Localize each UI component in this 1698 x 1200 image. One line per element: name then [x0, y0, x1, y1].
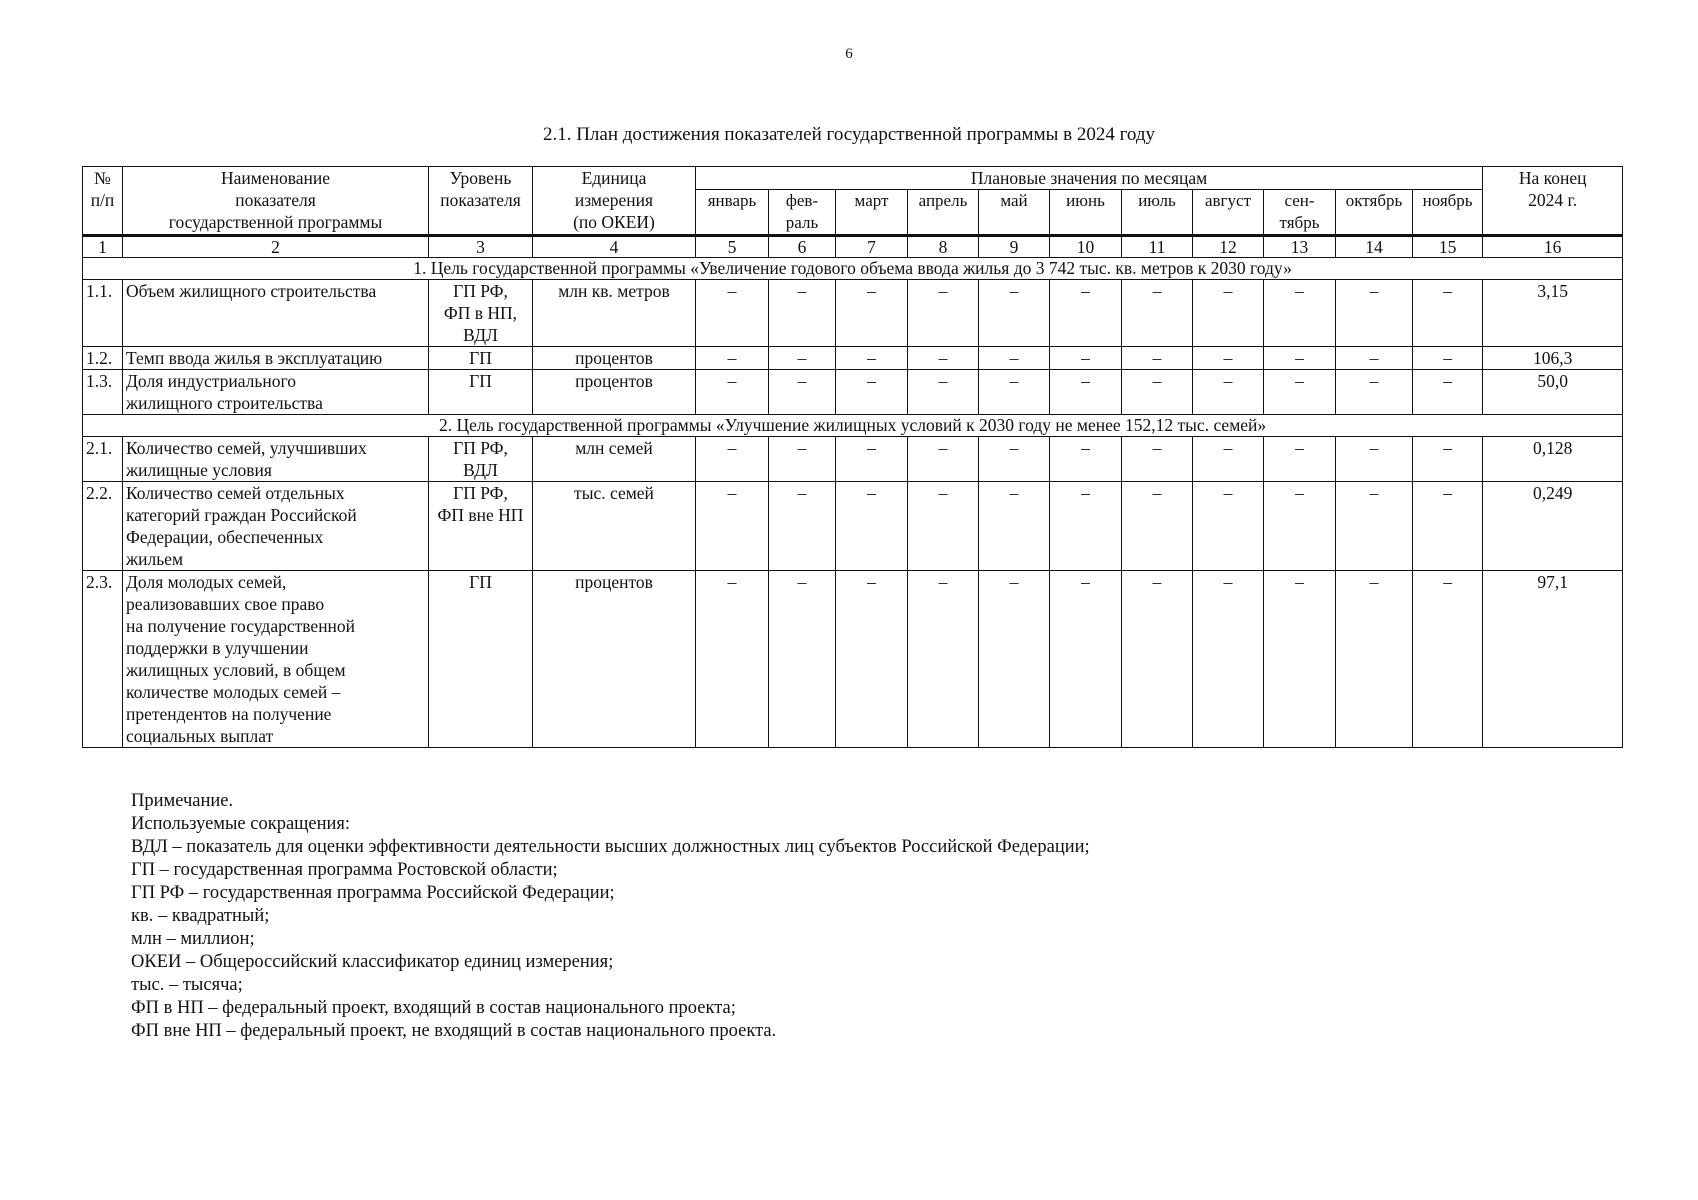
month-value: –	[836, 437, 908, 482]
indicator-name-line: реализовавших свое право	[126, 594, 325, 614]
goal-row	[83, 415, 1623, 437]
header-month-line: октябрь	[1345, 191, 1403, 210]
month-value: –	[1050, 370, 1122, 415]
indicators-plan-table	[82, 166, 1623, 748]
header-month	[1413, 190, 1483, 236]
column-number: 10	[1050, 236, 1122, 258]
column-number: 1	[83, 236, 123, 258]
indicator-level-line: ВДЛ	[463, 325, 498, 345]
month-value: –	[1264, 280, 1336, 347]
end-value: 106,3	[1483, 347, 1623, 370]
month-value: –	[1050, 482, 1122, 571]
month-value: –	[1264, 571, 1336, 748]
header-end-value	[1483, 167, 1623, 236]
month-value: –	[908, 482, 979, 571]
month-value: –	[979, 571, 1050, 748]
month-value: –	[1413, 482, 1483, 571]
header-end-value-line: 2024 г.	[1528, 190, 1578, 210]
month-value: –	[908, 437, 979, 482]
header-unit	[533, 167, 696, 236]
goal-row	[83, 258, 1623, 280]
note-line: тыс. – тысяча;	[131, 975, 243, 995]
indicator-row	[83, 482, 1623, 571]
header-month	[1193, 190, 1264, 236]
indicator-level-line: ГП РФ,	[453, 281, 508, 301]
month-value: –	[769, 370, 836, 415]
month-value: –	[1413, 571, 1483, 748]
indicator-level	[429, 437, 533, 482]
header-month-line: июнь	[1066, 191, 1105, 210]
indicator-unit-line: процентов	[575, 572, 653, 592]
month-value: –	[1050, 437, 1122, 482]
month-value: –	[1193, 347, 1264, 370]
indicator-unit	[533, 437, 696, 482]
column-number: 16	[1483, 236, 1623, 258]
month-value: –	[908, 571, 979, 748]
indicator-name-line: категорий граждан Российской	[126, 505, 357, 525]
row-number: 1.2.	[83, 347, 123, 370]
header-month	[1336, 190, 1413, 236]
month-value: –	[908, 347, 979, 370]
column-numbers-row	[83, 236, 1623, 258]
indicator-level-line: ГП	[469, 348, 492, 368]
end-value: 0,249	[1483, 482, 1623, 571]
indicator-name-line: жилищного строительства	[126, 393, 323, 413]
goal-title: 1. Цель государственной программы «Увеличение годового объема ввода жилья до 3 742 тыс. кв. метров к 2030 году»	[83, 258, 1623, 280]
header-name-line: показателя	[235, 190, 316, 210]
header-month-line: раль	[785, 213, 819, 232]
indicator-name-line: Темп ввода жилья в эксплуатацию	[126, 348, 383, 368]
column-number: 14	[1336, 236, 1413, 258]
month-value: –	[836, 571, 908, 748]
month-value: –	[696, 482, 769, 571]
month-value: –	[1336, 437, 1413, 482]
header-month-line: март	[854, 191, 889, 210]
indicator-level	[429, 347, 533, 370]
header-month-line: май	[1000, 191, 1028, 210]
month-value: –	[1050, 571, 1122, 748]
indicator-unit	[533, 482, 696, 571]
header-month-line: тябрь	[1279, 213, 1320, 232]
indicator-row	[83, 571, 1623, 748]
column-number: 15	[1413, 236, 1483, 258]
month-value: –	[696, 437, 769, 482]
header-name-line: Наименование	[220, 168, 331, 188]
month-value: –	[1336, 347, 1413, 370]
month-value: –	[836, 482, 908, 571]
header-num-line: №	[94, 168, 111, 188]
header-month-line: апрель	[918, 191, 968, 210]
note-line: ФП в НП – федеральный проект, входящий в состав национального проекта;	[131, 998, 736, 1018]
month-value: –	[1122, 437, 1193, 482]
column-number: 6	[769, 236, 836, 258]
header-end-value-line: На конец	[1518, 168, 1587, 188]
indicator-level	[429, 571, 533, 748]
indicator-level	[429, 280, 533, 347]
column-number: 11	[1122, 236, 1193, 258]
month-value: –	[1122, 280, 1193, 347]
indicator-name-line: социальных выплат	[126, 726, 274, 746]
indicator-level-line: ГП	[469, 572, 492, 592]
header-unit-line: Единица	[581, 168, 647, 188]
indicator-unit-line: процентов	[575, 371, 653, 391]
header-month	[1050, 190, 1122, 236]
header-level-line: Уровень	[449, 168, 512, 188]
indicator-name-line: претендентов на получение	[126, 704, 332, 724]
header-level	[429, 167, 533, 236]
document-title: 2.1. План достижения показателей государственной программы в 2024 году	[542, 124, 1156, 145]
header-num	[83, 167, 123, 236]
indicator-unit	[533, 370, 696, 415]
note-line: ГП РФ – государственная программа Российской Федерации;	[131, 883, 615, 903]
header-month	[836, 190, 908, 236]
month-value: –	[1050, 347, 1122, 370]
indicator-level-line: ФП вне НП	[437, 505, 524, 525]
indicator-unit-line: тыс. семей	[574, 483, 654, 503]
goal-title: 2. Цель государственной программы «Улучшение жилищных условий к 2030 году не менее 152,12 тыс. семей»	[83, 415, 1623, 437]
header-month-line: сен-	[1284, 191, 1315, 210]
column-number: 8	[908, 236, 979, 258]
indicator-unit-line: процентов	[575, 348, 653, 368]
month-value: –	[696, 347, 769, 370]
indicator-name	[123, 571, 429, 748]
row-number: 1.3.	[83, 370, 123, 415]
end-value: 0,128	[1483, 437, 1623, 482]
month-value: –	[769, 482, 836, 571]
month-value: –	[1193, 571, 1264, 748]
header-unit-line: измерения	[574, 190, 654, 210]
indicator-name-line: Доля индустриального	[126, 371, 296, 391]
notes-heading: Примечание.	[131, 791, 234, 811]
column-number: 13	[1264, 236, 1336, 258]
end-value: 3,15	[1483, 280, 1623, 347]
month-value: –	[769, 571, 836, 748]
indicator-level	[429, 482, 533, 571]
header-month	[908, 190, 979, 236]
indicator-level-line: ГП	[469, 371, 492, 391]
indicator-name	[123, 482, 429, 571]
month-value: –	[1264, 347, 1336, 370]
header-num-line: п/п	[90, 190, 115, 210]
month-value: –	[1050, 280, 1122, 347]
indicator-name-line: Количество семей, улучшивших	[126, 438, 367, 458]
indicator-unit	[533, 347, 696, 370]
header-row	[83, 167, 1623, 190]
indicator-row	[83, 437, 1623, 482]
row-number: 1.1.	[83, 280, 123, 347]
month-value: –	[908, 280, 979, 347]
column-number: 4	[533, 236, 696, 258]
month-value: –	[1413, 280, 1483, 347]
indicator-name-line: жилищных условий, в общем	[126, 660, 346, 680]
indicator-name	[123, 370, 429, 415]
indicator-name-line: поддержки в улучшении	[126, 638, 309, 658]
month-value: –	[979, 347, 1050, 370]
month-value: –	[908, 370, 979, 415]
header-month-line: фев-	[785, 191, 819, 210]
month-value: –	[696, 571, 769, 748]
column-number: 9	[979, 236, 1050, 258]
row-number: 2.2.	[83, 482, 123, 571]
month-value: –	[979, 370, 1050, 415]
month-value: –	[1193, 482, 1264, 571]
indicator-unit-line: млн кв. метров	[558, 281, 670, 301]
indicator-unit	[533, 571, 696, 748]
header-name	[123, 167, 429, 236]
page-number: 6	[845, 46, 853, 62]
month-value: –	[979, 437, 1050, 482]
month-value: –	[696, 280, 769, 347]
month-value: –	[769, 347, 836, 370]
month-value: –	[1336, 370, 1413, 415]
month-value: –	[1122, 482, 1193, 571]
note-line: ФП вне НП – федеральный проект, не входящий в состав национального проекта.	[131, 1021, 777, 1041]
month-value: –	[1122, 347, 1193, 370]
indicator-name	[123, 437, 429, 482]
indicator-name-line: Количество семей отдельных	[126, 483, 345, 503]
indicator-name	[123, 347, 429, 370]
notes-section	[131, 790, 1531, 1043]
header-month	[769, 190, 836, 236]
header-month-line: январь	[707, 191, 757, 210]
indicator-name-line: Федерации, обеспеченных	[126, 527, 324, 547]
month-value: –	[1264, 370, 1336, 415]
indicator-level-line: ФП в НП,	[443, 303, 518, 323]
header-plan-group: Плановые значения по месяцам	[696, 167, 1483, 190]
end-value: 50,0	[1483, 370, 1623, 415]
indicator-row	[83, 280, 1623, 347]
column-number: 5	[696, 236, 769, 258]
indicator-name-line: Доля молодых семей,	[126, 572, 287, 592]
note-line: Используемые сокращения:	[131, 814, 351, 834]
month-value: –	[769, 280, 836, 347]
month-value: –	[979, 482, 1050, 571]
indicator-name-line: количестве молодых семей –	[126, 682, 341, 702]
month-value: –	[1122, 370, 1193, 415]
row-number: 2.1.	[83, 437, 123, 482]
header-month	[1122, 190, 1193, 236]
end-value: 97,1	[1483, 571, 1623, 748]
row-number: 2.3.	[83, 571, 123, 748]
header-month-line: август	[1204, 191, 1252, 210]
month-value: –	[836, 370, 908, 415]
month-value: –	[1264, 482, 1336, 571]
indicator-row	[83, 347, 1623, 370]
month-value: –	[1336, 571, 1413, 748]
note-line: млн – миллион;	[131, 929, 255, 949]
header-month	[1264, 190, 1336, 236]
month-value: –	[1193, 370, 1264, 415]
indicator-level-line: ГП РФ,	[453, 438, 508, 458]
indicator-name-line: на получение государственной	[126, 616, 356, 636]
month-value: –	[769, 437, 836, 482]
month-value: –	[1413, 370, 1483, 415]
month-value: –	[979, 280, 1050, 347]
indicator-level-line: ВДЛ	[463, 460, 498, 480]
indicator-unit	[533, 280, 696, 347]
month-value: –	[1336, 482, 1413, 571]
month-value: –	[1413, 347, 1483, 370]
month-value: –	[836, 347, 908, 370]
indicator-name-line: жильем	[126, 549, 184, 569]
header-unit-line: (по ОКЕИ)	[573, 212, 655, 232]
month-value: –	[1413, 437, 1483, 482]
month-value: –	[1264, 437, 1336, 482]
column-number: 3	[429, 236, 533, 258]
header-level-line: показателя	[440, 190, 521, 210]
column-number: 2	[123, 236, 429, 258]
month-value: –	[836, 280, 908, 347]
note-line: кв. – квадратный;	[131, 906, 270, 926]
indicator-level-line: ГП РФ,	[453, 483, 508, 503]
header-month	[979, 190, 1050, 236]
header-month-line: ноябрь	[1422, 191, 1473, 210]
note-line: ОКЕИ – Общероссийский классификатор единиц измерения;	[131, 952, 614, 972]
indicator-name	[123, 280, 429, 347]
indicator-name-line: Объем жилищного строительства	[126, 281, 377, 301]
column-number: 12	[1193, 236, 1264, 258]
header-month	[696, 190, 769, 236]
month-value: –	[696, 370, 769, 415]
indicator-name-line: жилищные условия	[126, 460, 272, 480]
month-value: –	[1336, 280, 1413, 347]
indicator-level	[429, 370, 533, 415]
note-line: ГП – государственная программа Ростовской области;	[131, 860, 558, 880]
indicator-unit-line: млн семей	[575, 438, 653, 458]
column-number: 7	[836, 236, 908, 258]
header-month-line: июль	[1138, 191, 1176, 210]
header-name-line: государственной программы	[168, 212, 383, 232]
month-value: –	[1122, 571, 1193, 748]
indicator-row	[83, 370, 1623, 415]
month-value: –	[1193, 437, 1264, 482]
month-value: –	[1193, 280, 1264, 347]
note-line: ВДЛ – показатель для оценки эффективности деятельности высших должностных лиц субъектов Российской Федерации;	[131, 837, 1090, 857]
